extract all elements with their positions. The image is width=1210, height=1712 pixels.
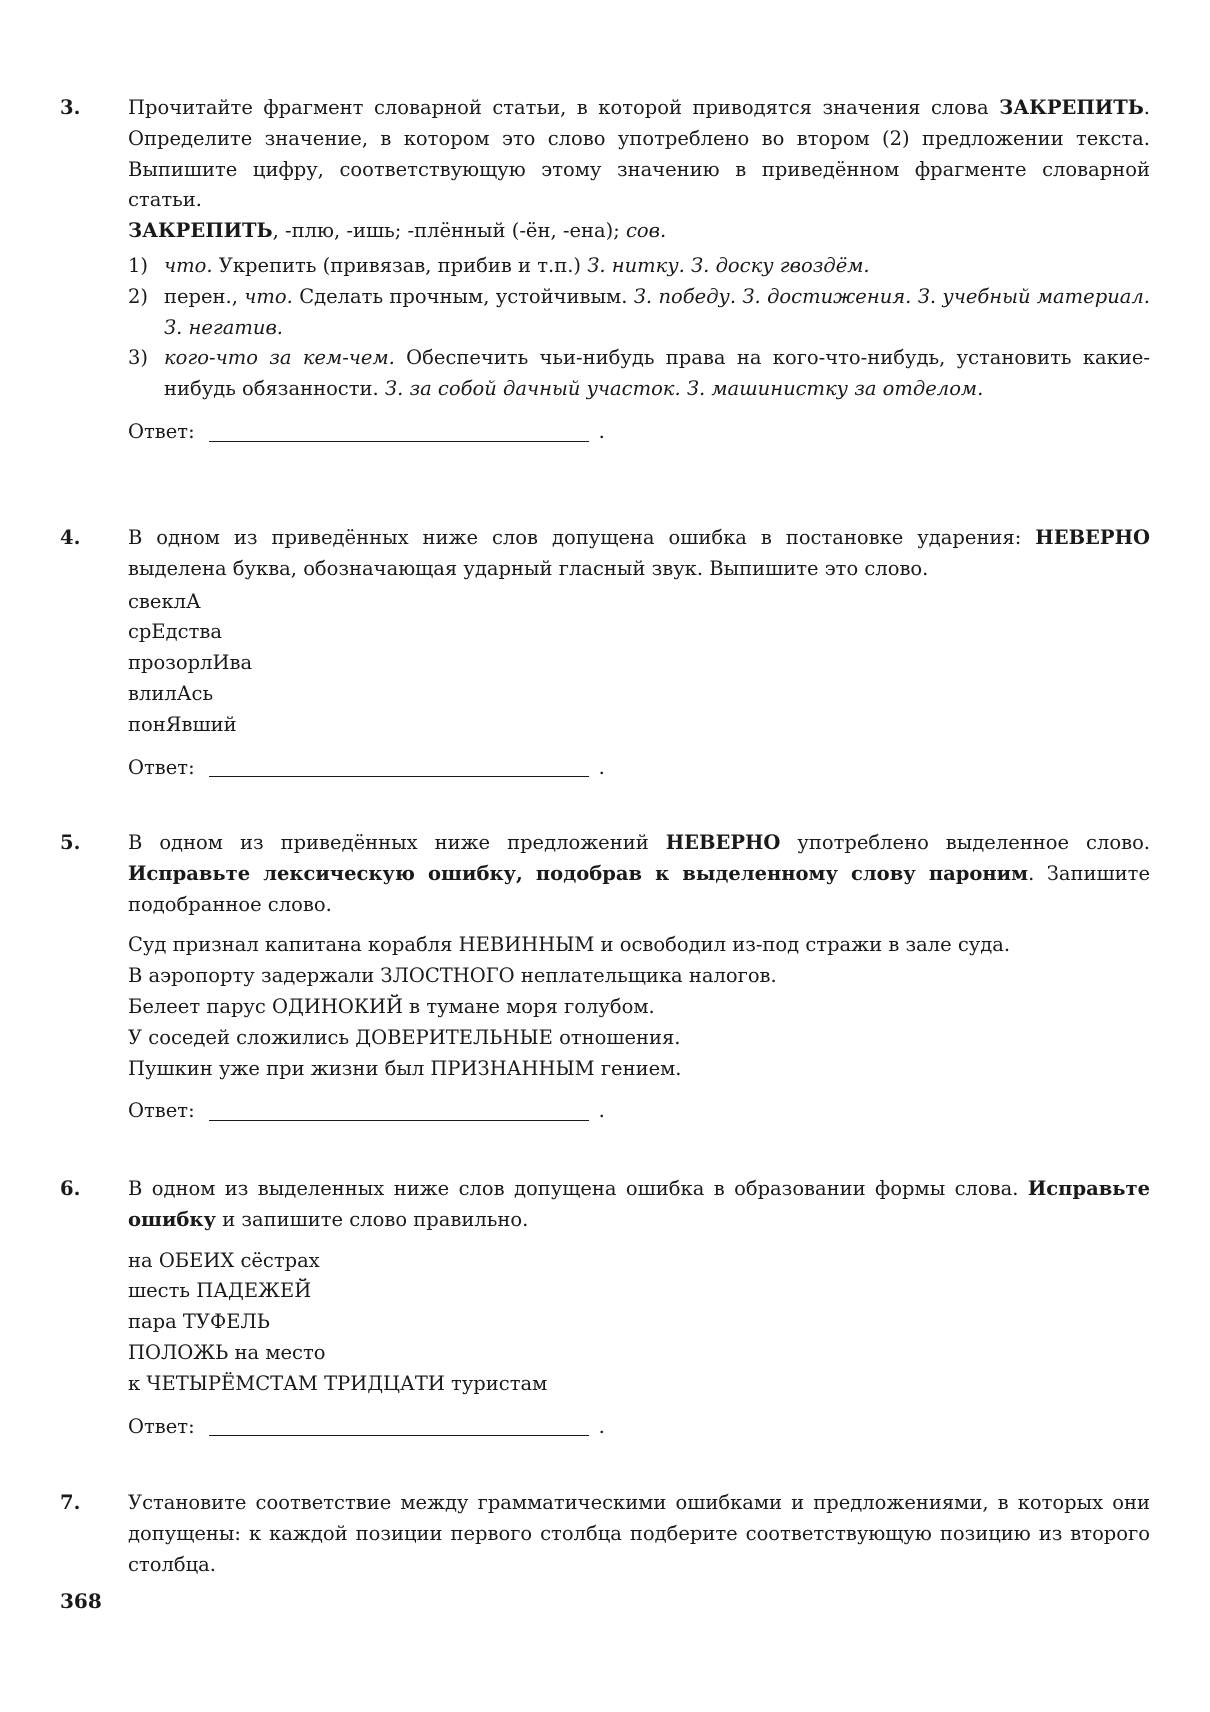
instruction-text: В одном из приведённых ниже слов допущена ошибка в постановке ударения:	[128, 526, 1036, 549]
word-option: понЯвший	[128, 712, 237, 736]
task-6	[60, 1174, 1150, 1442]
task-number: 4.	[60, 526, 81, 549]
meaning-item	[128, 251, 1150, 282]
meaning-item	[128, 282, 1150, 344]
meaning-grammar: что.	[244, 284, 293, 308]
word-option: срЕдства	[128, 620, 222, 644]
meaning-definition: Сделать прочным, устойчивым.	[292, 284, 634, 308]
word-option: свеклА	[128, 589, 201, 613]
answer-dot: .	[598, 1414, 605, 1438]
phrase-list	[128, 1246, 1150, 1400]
meaning-examples: З. нитку. З. доску гвоздём.	[587, 253, 870, 277]
instruction-keyword: НЕВЕРНО	[665, 831, 781, 854]
answer-line[interactable]	[209, 1098, 589, 1121]
task-number: 3.	[60, 96, 81, 119]
dictionary-headword: ЗАКРЕПИТЬ	[128, 219, 273, 243]
task-body	[128, 523, 1150, 783]
task-body	[128, 1174, 1150, 1442]
meaning-number: 2)	[128, 284, 149, 308]
task-3	[60, 93, 1150, 448]
answer-label: Ответ:	[128, 419, 195, 443]
task-7	[60, 1488, 1150, 1580]
task-body	[128, 93, 1150, 448]
task-body	[128, 1488, 1150, 1580]
answer-row	[128, 1096, 1150, 1127]
answer-label: Ответ:	[128, 755, 195, 779]
phrase-option: на ОБЕИХ сёстрах	[128, 1248, 320, 1272]
task-instruction: Установите соответствие между грамматическими ошибками и предложениями, в которых они допущены: к каждой позиции первого столбца подберите соответствующую позицию из второго столбца.	[128, 1491, 1150, 1576]
meaning-definition: Укрепить (привязав, прибив и т.п.)	[212, 253, 588, 277]
page-number: 368	[60, 1589, 102, 1613]
meaning-examples: З. победу. З. достижения. З. учебный материал. З. негатив.	[164, 284, 1150, 339]
dictionary-meanings	[128, 251, 1150, 405]
answer-dot: .	[598, 1099, 605, 1123]
sentence-list	[128, 930, 1150, 1084]
task-instruction	[128, 828, 1150, 920]
task-4	[60, 523, 1150, 783]
answer-line[interactable]	[209, 419, 589, 442]
meaning-grammar: кого-что за кем-чем.	[164, 346, 395, 370]
answer-dot: .	[598, 419, 605, 443]
meaning-definition: Обеспечить чьи-нибудь права на кого-что-нибудь, установить какие-нибудь обязанности.	[164, 346, 1150, 401]
instruction-bold-text: Исправьте лексическую ошибку, подобрав к выделенному слову пароним	[128, 861, 1029, 885]
instruction-keyword: НЕВЕРНО	[1035, 526, 1150, 549]
task-body	[128, 828, 1150, 1127]
meaning-examples: З. за собой дачный участок. З. машинистку за отделом.	[384, 377, 984, 401]
meaning-number: 1)	[128, 253, 149, 277]
answer-row	[128, 417, 1150, 448]
task-instruction	[128, 523, 1150, 585]
meaning-number: 3)	[128, 346, 149, 370]
dictionary-part-of-speech: сов.	[625, 219, 667, 243]
phrase-option: пара ТУФЕЛЬ	[128, 1310, 270, 1334]
meaning-grammar: что.	[164, 253, 213, 277]
instruction-text: В одном из выделенных ниже слов допущена ошибка в образовании формы слова.	[128, 1177, 1028, 1200]
task-number: 5.	[60, 831, 81, 854]
task-number: 7.	[60, 1491, 81, 1514]
sentence-option: В аэропорту задержали ЗЛОСТНОГО неплательщика налогов.	[128, 964, 777, 988]
instruction-text: употреблено выделенное слово.	[780, 831, 1151, 854]
answer-row	[128, 753, 1150, 784]
task-instruction	[128, 93, 1150, 216]
task-instruction	[128, 1174, 1150, 1236]
sentence-option: У соседей сложились ДОВЕРИТЕЛЬНЫЕ отношения.	[128, 1025, 681, 1049]
meaning-item	[128, 343, 1150, 405]
word-option: прозорлИва	[128, 651, 253, 675]
phrase-option: к ЧЕТЫРЁМСТАМ ТРИДЦАТИ туристам	[128, 1371, 548, 1395]
dictionary-forms: , -плю, -ишь; -плённый (-ён, -ена);	[272, 219, 626, 243]
instruction-text: . Запишите подобранное слово.	[128, 861, 1151, 916]
dictionary-headword-line	[128, 216, 1150, 247]
task-5	[60, 828, 1150, 1127]
sentence-option: Пушкин уже при жизни был ПРИЗНАННЫМ гением.	[128, 1056, 682, 1080]
task-number: 6.	[60, 1177, 81, 1200]
answer-row	[128, 1412, 1150, 1443]
answer-line[interactable]	[209, 1413, 589, 1436]
instruction-text: и запишите слово правильно.	[216, 1207, 529, 1231]
answer-label: Ответ:	[128, 1414, 195, 1438]
answer-dot: .	[598, 755, 605, 779]
instruction-keyword: ЗАКРЕПИТЬ	[999, 96, 1144, 119]
word-option: влилАсь	[128, 681, 214, 705]
phrase-option: ПОЛОЖЬ на место	[128, 1340, 326, 1364]
instruction-text: Прочитайте фрагмент словарной статьи, в которой приводятся значения слова	[128, 96, 989, 119]
instruction-keyword: Исправьте ошибку	[128, 1177, 1150, 1231]
sentence-option: Суд признал капитана корабля НЕВИННЫМ и освободил из-под стражи в зале суда.	[128, 933, 1011, 957]
instruction-text: выделена буква, обозначающая ударный гласный звук. Выпишите это слово.	[128, 556, 929, 580]
answer-line[interactable]	[209, 754, 589, 777]
answer-label: Ответ:	[128, 1099, 195, 1123]
meaning-label: перен.,	[164, 284, 245, 308]
word-list	[128, 587, 1150, 741]
sentence-option: Белеет парус ОДИНОКИЙ в тумане моря голубом.	[128, 994, 655, 1018]
instruction-text: В одном из приведённых ниже предложений	[128, 831, 666, 854]
phrase-option: шесть ПАДЕЖЕЙ	[128, 1279, 312, 1303]
instruction-text: . Определите значение, в котором это слово употреблено во втором (2) предложении текста. Выпишите цифру, соответствующую этому значению в приведённом фрагменте словарной статьи.	[128, 96, 1150, 212]
